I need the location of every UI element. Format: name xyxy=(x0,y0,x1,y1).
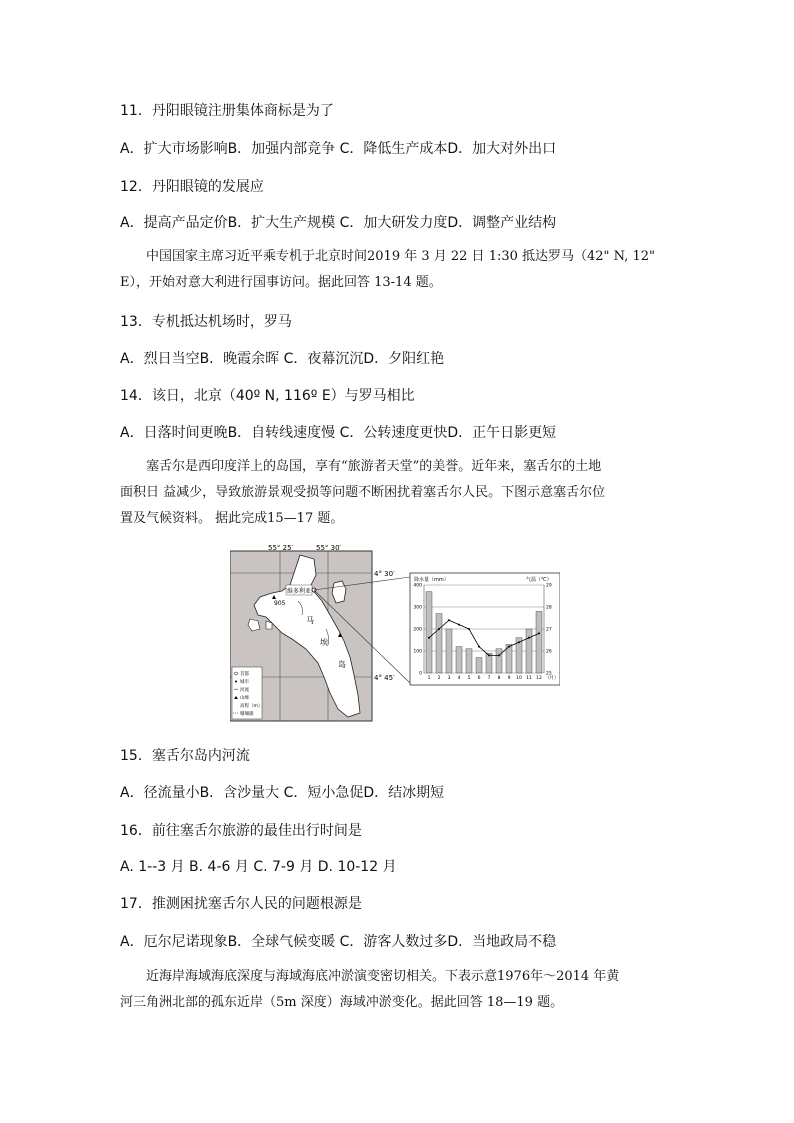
peak-elev-label: 905 xyxy=(274,600,286,607)
y-tick-label: 400 xyxy=(413,583,422,589)
y2-tick-label: 26 xyxy=(546,649,552,655)
q17-options: A．厄尔尼诺现象B．全球气候变暖 C．游客人数过多D．当地政局不稳 xyxy=(120,934,557,950)
temperature-point xyxy=(488,654,490,656)
x-tick-label: 11 xyxy=(526,676,532,681)
island-char-2: 埃 xyxy=(320,638,328,647)
temperature-point xyxy=(508,646,510,648)
passage-yellow-river xyxy=(120,964,680,1016)
q15-stem: 15．塞舌尔岛内河流 xyxy=(120,748,250,764)
temperature-point xyxy=(538,632,540,634)
passage-seychelles xyxy=(120,454,680,532)
island-char-1: 马 xyxy=(306,616,314,625)
x-tick-label: 7 xyxy=(487,676,491,681)
passage-rome-line1: 中国国家主席习近平乘专机于北京时间2019 年 3 月 22 日 1:30 抵达罗马（42" N, 12" xyxy=(146,249,655,264)
x-tick-label: 6 xyxy=(477,676,481,681)
q14-stem: 14．该日，北京（40º N, 116º E）与罗马相比 xyxy=(120,388,415,404)
legend-river: 河流 xyxy=(240,688,249,693)
x-tick-label: 9 xyxy=(507,676,511,681)
q11-options: A．扩大市场影响B．加强内部竞争 C．降低生产成本D．加大对外出口 xyxy=(120,141,557,157)
y2-tick-label: 29 xyxy=(546,583,552,589)
passage-rome-line2: E），开始对意大利进行国事访问。据此回答 13-14 题。 xyxy=(120,275,442,290)
x-unit-label: （月） xyxy=(545,676,559,681)
chart-y2label: 气温（℃） xyxy=(526,577,552,583)
q16-stem: 16．前往塞舌尔旅游的最佳出行时间是 xyxy=(120,823,362,839)
lon-label-1: 55° 25′ xyxy=(268,545,294,552)
chart-ylabel: 降水量（mm） xyxy=(414,577,449,583)
legend-elevation: 高程（m） xyxy=(240,704,263,709)
y2-tick-label: 28 xyxy=(546,605,552,611)
q12-stem: 12．丹阳眼镜的发展应 xyxy=(120,179,264,195)
temperature-point xyxy=(458,624,460,626)
legend-peak: 山峰 xyxy=(240,696,249,701)
precip-bar xyxy=(426,592,432,673)
precip-bar xyxy=(436,614,442,673)
q15-options: A．径流量小B．含沙量大 C．短小急促D．结冰期短 xyxy=(120,785,445,801)
precip-bar xyxy=(446,629,452,673)
temperature-point xyxy=(468,628,470,630)
y2-tick-label: 25 xyxy=(546,671,552,677)
lat-label-2: 4° 45′ xyxy=(374,674,395,682)
temperature-point xyxy=(518,641,520,643)
q16-options: A. 1--3 月 B. 4-6 月 C. 7-9 月 D. 10-12 月 xyxy=(120,859,397,875)
x-tick-label: 1 xyxy=(427,676,431,681)
q13-options: A．烈日当空B．晚霞余晖 C．夜幕沉沉D．夕阳红艳 xyxy=(120,351,445,367)
passage-seychelles-line1: 塞舌尔是西印度洋上的岛国，享有“旅游者天堂”的美誉。近年来，塞舌尔的土地 xyxy=(146,459,602,474)
capital-label: 维多利亚 xyxy=(287,588,312,595)
q11-stem: 11．丹阳眼镜注册集体商标是为了 xyxy=(120,103,334,119)
precip-bar xyxy=(496,649,502,673)
x-tick-label: 5 xyxy=(467,676,471,681)
lon-label-2: 55° 30′ xyxy=(316,545,342,552)
temperature-point xyxy=(498,654,500,656)
x-tick-label: 12 xyxy=(536,676,542,681)
passage-rome xyxy=(120,244,680,296)
passage-seychelles-line2: 面积日 益减少，导致旅游景观受损等问题不断困扰着塞舌尔人民。下图示意塞舌尔位 xyxy=(120,485,606,500)
q17-stem: 17．推测困扰塞舌尔人民的问题根源是 xyxy=(120,896,362,912)
passage-yellow-river-line1: 近海岸海域海底深度与海域海底冲淤演变密切相关。下表示意1976年～2014 年黄 xyxy=(146,969,620,984)
precip-bar xyxy=(526,629,532,673)
temperature-point xyxy=(478,646,480,648)
legend-capital: 首都 xyxy=(240,672,249,677)
x-tick-label: 10 xyxy=(516,676,522,681)
q12-options: A．提高产品定价B．扩大生产规模 C．加大研发力度D．调整产业结构 xyxy=(120,215,557,231)
precip-bar xyxy=(456,647,462,673)
passage-seychelles-line3: 置及气候资料。 据此完成15—17 题。 xyxy=(120,511,344,526)
legend-coral-reef: 珊瑚礁 xyxy=(240,712,254,717)
lat-label-1: 4° 30′ xyxy=(374,570,395,578)
legend-city: 城市 xyxy=(240,680,249,685)
temperature-point xyxy=(528,637,530,639)
passage-yellow-river-line2: 河三角洲北部的孤东近岸（5m 深度）海域冲淤变化。据此回答 18—19 题。 xyxy=(120,995,564,1010)
temperature-point xyxy=(428,637,430,639)
precip-bar xyxy=(466,649,472,673)
q14-options: A．日落时间更晚B．自转线速度慢 C．公转速度更快D．正午日影更短 xyxy=(120,425,557,441)
x-tick-label: 2 xyxy=(437,676,441,681)
seychelles-figure xyxy=(230,545,560,725)
y-tick-label: 300 xyxy=(413,605,422,611)
x-tick-label: 8 xyxy=(497,676,501,681)
y-tick-label: 200 xyxy=(413,627,422,633)
temperature-point xyxy=(448,619,450,621)
y-tick-label: 0 xyxy=(419,671,422,677)
y-tick-label: 100 xyxy=(413,649,422,655)
island-char-3: 岛 xyxy=(338,660,346,669)
q13-stem: 13．专机抵达机场时，罗马 xyxy=(120,314,292,330)
x-tick-label: 3 xyxy=(447,676,451,681)
y2-tick-label: 27 xyxy=(546,627,552,633)
precip-bar xyxy=(536,611,542,673)
x-tick-label: 4 xyxy=(457,676,461,681)
temperature-point xyxy=(438,628,440,630)
precip-bar xyxy=(476,658,482,673)
legend-city-icon xyxy=(235,681,237,683)
